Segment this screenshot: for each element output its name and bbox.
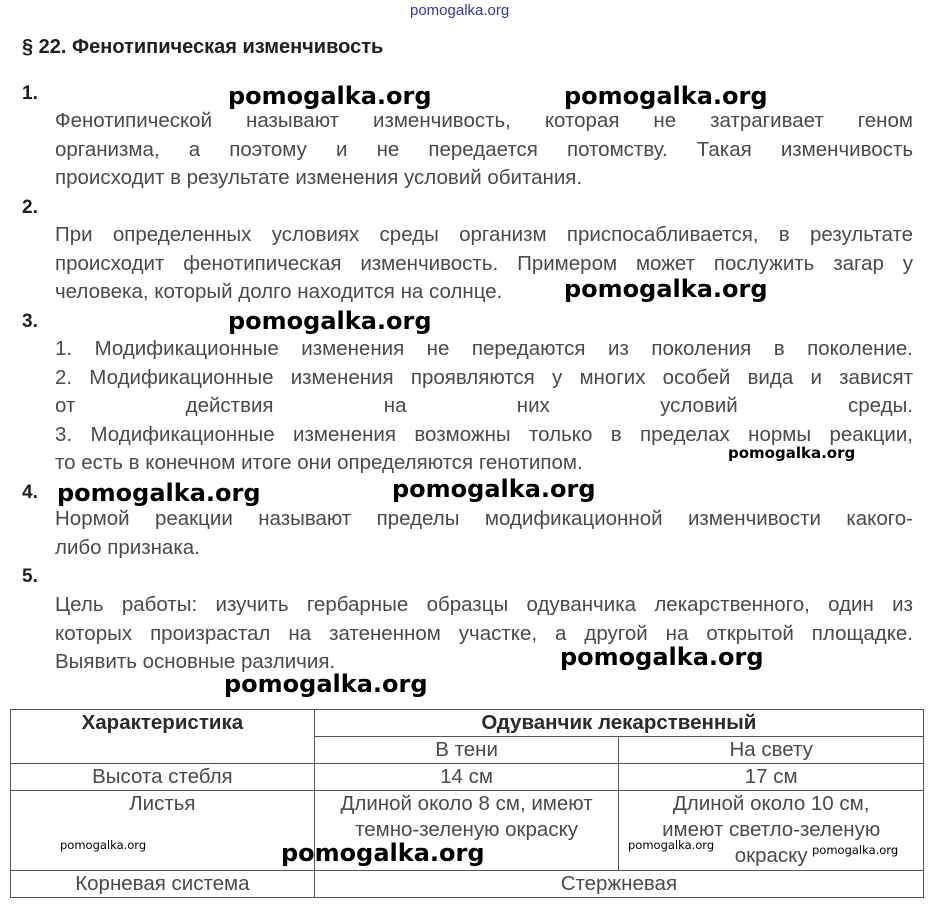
cell-light: 17 см xyxy=(619,764,924,791)
cell-line: Длиной около 8 см, имеют xyxy=(340,792,593,815)
header-light: На свету xyxy=(619,737,924,764)
section-5-text xyxy=(55,591,913,677)
cell-line: имеют светло-зеленую xyxy=(662,818,881,841)
watermark: pomogalka.org xyxy=(228,82,432,110)
table-row xyxy=(11,871,924,898)
section-1-text xyxy=(55,107,913,193)
watermark: pomogalka.org xyxy=(228,307,432,335)
watermark: pomogalka.org xyxy=(57,479,261,507)
row-label: Корневая система xyxy=(11,871,315,898)
section-number-5: 5. xyxy=(22,566,38,587)
watermark: pomogalka.org xyxy=(728,444,856,462)
header-plant: Одуванчик лекарственный xyxy=(314,710,923,737)
paragraph-line: человека, который долго находится на солнце. xyxy=(55,280,503,303)
paragraph-line: Выявить основные различия. xyxy=(55,650,336,673)
page-title: § 22. Фенотипическая изменчивость xyxy=(22,36,384,58)
header-characteristic: Характеристика xyxy=(11,710,315,764)
watermark: pomogalka.org xyxy=(60,838,147,852)
watermark: pomogalka.org xyxy=(281,839,485,867)
watermark: pomogalka.org xyxy=(392,475,596,503)
table-header-row xyxy=(11,710,924,737)
cell-light xyxy=(619,791,924,871)
paragraph-line: организма, а поэтому и не передается потомству. Такая изменчивость xyxy=(55,137,913,161)
cell-line: окраску xyxy=(734,844,808,867)
cell-line: Длиной около 10 см, xyxy=(672,792,870,815)
watermark: pomogalka.org xyxy=(812,843,899,857)
watermark-top: pomogalka.org xyxy=(410,2,510,19)
paragraph-line: При определенных условиях среды организм приспосабливается, в результате xyxy=(55,223,913,246)
watermark: pomogalka.org xyxy=(564,82,768,110)
header-shade: В тени xyxy=(314,737,619,764)
section-2-text xyxy=(55,221,913,307)
watermark: pomogalka.org xyxy=(560,643,764,671)
row-label: Листья xyxy=(11,791,315,871)
section-number-3: 3. xyxy=(22,311,38,332)
section-number-2: 2. xyxy=(22,197,38,218)
paragraph-line: происходит в результате изменения условий обитания. xyxy=(55,166,583,189)
paragraph-line: 1. Модификационные изменения не передаются из поколения в поколение. xyxy=(55,337,913,360)
paragraph-line: Фенотипической называют изменчивость, которая не затрагивает геном xyxy=(55,109,913,132)
section-4-text xyxy=(55,505,913,562)
row-label: Высота стебля xyxy=(11,764,315,791)
section-number-1: 1. xyxy=(22,83,38,104)
watermark: pomogalka.org xyxy=(628,838,715,852)
paragraph-line: 2. Модификационные изменения проявляются у многих особей вида и зависят xyxy=(55,365,913,389)
table-row xyxy=(11,764,924,791)
watermark: pomogalka.org xyxy=(564,275,768,303)
cell-shade: 14 см xyxy=(314,764,619,791)
section-number-4: 4. xyxy=(22,482,38,503)
paragraph-line: от действия на них условий среды. xyxy=(55,394,913,417)
watermark: pomogalka.org xyxy=(224,670,428,698)
cell-line: темно-зеленую окраску xyxy=(355,818,579,841)
comparison-table xyxy=(10,709,924,898)
paragraph-line: 3. Модификационные изменения возможны только в пределах нормы реакции, xyxy=(55,422,913,446)
paragraph-line: происходит фенотипическая изменчивость. Примером может послужить загар у xyxy=(55,251,913,275)
paragraph-line: которых произрастал на затененном участке, а другой на открытой площадке. xyxy=(55,621,913,645)
paragraph-line: Цель работы: изучить гербарные образцы одуванчика лекарственного, один из xyxy=(55,593,913,616)
paragraph-line: либо признака. xyxy=(55,535,200,559)
cell-merged: Стержневая xyxy=(314,871,923,898)
paragraph-line: Нормой реакции называют пределы модификационной изменчивости какого- xyxy=(55,507,913,530)
paragraph-line: то есть в конечном итоге они определяются генотипом. xyxy=(55,451,583,474)
